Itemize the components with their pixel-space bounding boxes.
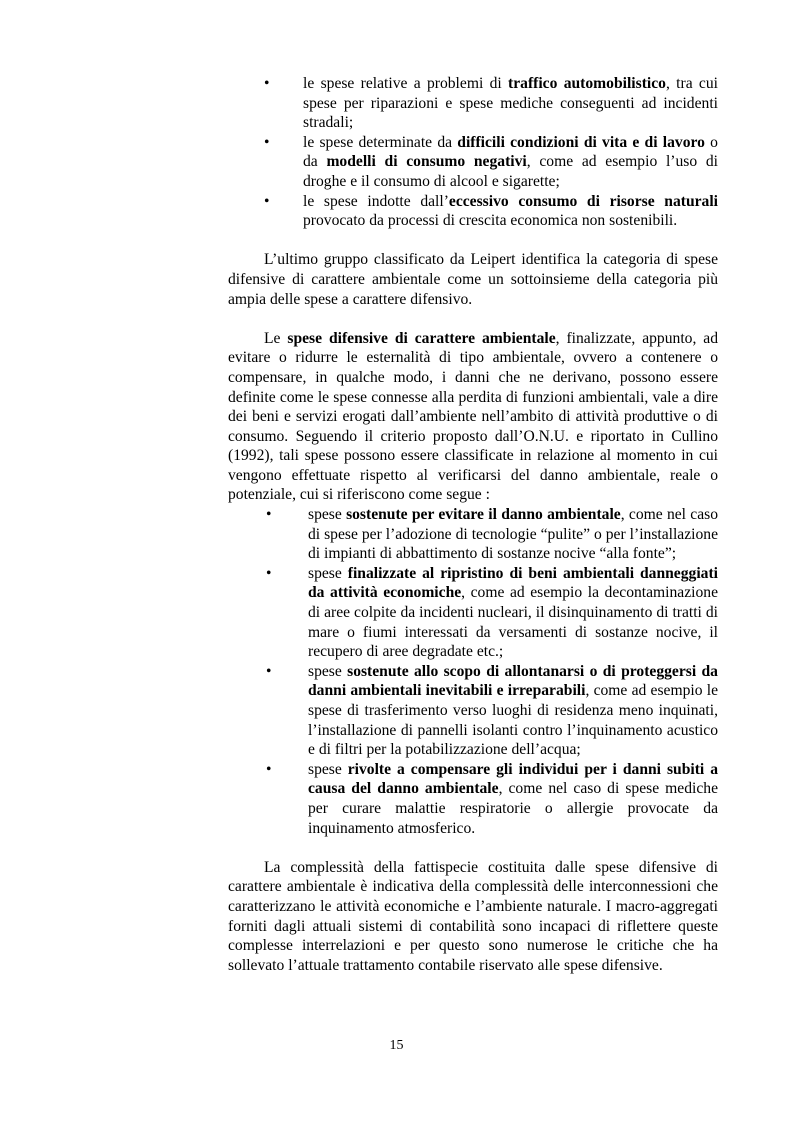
list-item: • spese sostenute per evitare il danno ambientale, come nel caso di spese per l’adozione di tecnologie “pulite” o per l’installazione di impianti di abbattimento di sostanze nocive “alla fonte”;	[308, 505, 718, 564]
list-item: • le spese indotte dall’eccessivo consumo di risorse naturali provocato da processi di crescita economica non sostenibili.	[228, 192, 718, 231]
list-item: • spese finalizzate al ripristino di beni ambientali danneggiati da attività economiche, come ad esempio la decontaminazione di aree colpite da incidenti nucleari, il disinquinamento di tratti di mare o fiumi interessati da versamenti di sostanze nocive, il recupero di aree degradate etc.;	[308, 564, 718, 662]
page-number: 15	[389, 1038, 404, 1053]
page-body	[228, 74, 718, 975]
paragraph-complexity: La complessità della fattispecie costituita dalle spese difensive di carattere ambientale è indicativa della complessità delle interconnessioni che caratterizzano le attività economiche e l’ambiente naturale. I macro-aggregati forniti dagli attuali sistemi di contabilità sono incapaci di riflettere queste complesse interrelazioni e per questo sono numerose le critiche che ha sollevato l’attuale trattamento contabile riservato alle spese difensive.	[228, 858, 718, 974]
paragraph-environmental-defensive-costs: Le spese difensive di carattere ambientale, finalizzate, appunto, ad evitare o ridurre le esternalità di tipo ambientale, ovvero a contenere o compensare, in qualche modo, i danni che ne derivano, possono essere definite come le spese connesse alla perdita di funzioni ambientali, vale a dire dei beni e servizi erogati dall’ambiente nell’ambito di attività produttive o di consumo. Seguendo il criterio proposto dall’O.N.U. e riportato in Cullino (1992), tali spese possono essere classificate in relazione al momento in cui vengono effettuate rispetto al verificarsi del danno ambientale, reale o potenziale, cui si riferiscono come segue :	[228, 329, 718, 504]
paragraph-leipert: L’ultimo gruppo classificato da Leipert identifica la categoria di spese difensive di carattere ambientale come un sottoinsieme della categoria più ampia delle spese a carattere difensivo.	[228, 251, 718, 308]
list-item: • spese sostenute allo scopo di allontanarsi o di proteggersi da danni ambientali inevitabili e irreparabili, come ad esempio le spese di trasferimento verso luoghi di residenza meno inquinati, l’installazione di pannelli isolanti contro l’inquinamento acustico e di filtri per la potabilizzazione dell’acqua;	[308, 662, 718, 760]
bullet-list-defensive-costs	[228, 74, 718, 231]
bullet-list-environmental-costs	[308, 505, 718, 838]
list-item: • le spese determinate da difficili condizioni di vita e di lavoro o da modelli di consumo negativi, come ad esempio l’uso di droghe e il consumo di alcool e sigarette;	[228, 133, 718, 192]
list-item: • le spese relative a problemi di traffico automobilistico, tra cui spese per riparazioni e spese mediche conseguenti ad incidenti stradali;	[228, 74, 718, 133]
list-item: • spese rivolte a compensare gli individui per i danni subiti a causa del danno ambientale, come nel caso di spese mediche per curare malattie respiratorie o allergie provocate da inquinamento atmosferico.	[308, 760, 718, 838]
